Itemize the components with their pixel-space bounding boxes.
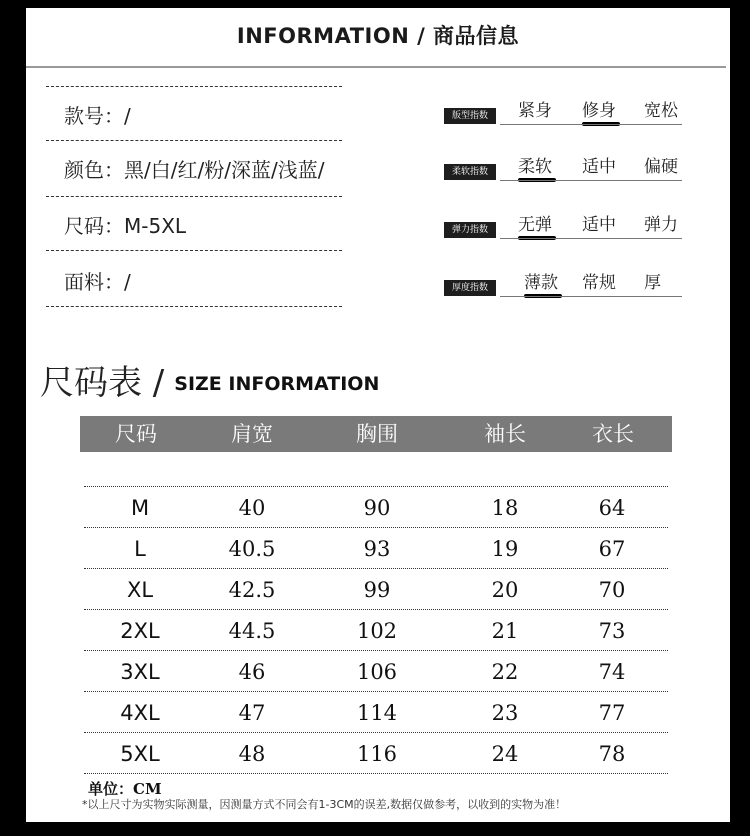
table-header-cell: 衣长 xyxy=(592,422,634,446)
info-style-number: 款号：/ xyxy=(64,104,131,128)
measurement-cell: 73 xyxy=(598,619,626,643)
measurement-cell: 93 xyxy=(363,537,391,561)
info-divider xyxy=(46,140,342,141)
measurement-cell: 46 xyxy=(238,660,266,684)
size-chart-title-en: SIZE INFORMATION xyxy=(174,373,380,395)
measurement-cell: 20 xyxy=(491,578,519,602)
index-underline xyxy=(500,124,682,125)
measurement-cell: 99 xyxy=(363,578,391,602)
measurement-cell: 47 xyxy=(238,701,266,725)
info-divider xyxy=(46,196,342,197)
row-divider xyxy=(84,691,668,692)
index-option: 薄款 xyxy=(524,273,558,293)
size-cell: L xyxy=(134,537,146,561)
measurement-cell: 78 xyxy=(598,742,626,766)
header-divider xyxy=(26,66,726,68)
row-divider xyxy=(84,568,668,569)
measurement-cell: 44.5 xyxy=(228,619,276,643)
measurement-cell: 90 xyxy=(363,496,391,520)
left-border xyxy=(0,0,26,836)
row-divider xyxy=(84,527,668,528)
index-option: 偏硬 xyxy=(644,157,678,177)
info-colors: 颜色：黑/白/红/粉/深蓝/浅蓝/ xyxy=(64,158,325,182)
info-fabric: 面料：/ xyxy=(64,270,131,294)
index-label: 弹力指数 xyxy=(444,222,496,238)
index-underline xyxy=(500,296,682,297)
measurement-cell: 48 xyxy=(238,742,266,766)
index-option: 弹力 xyxy=(644,215,678,235)
row-divider xyxy=(84,773,668,774)
size-chart-title xyxy=(40,355,379,404)
row-divider xyxy=(84,732,668,733)
row-divider xyxy=(84,609,668,610)
measurement-cell: 42.5 xyxy=(228,578,276,602)
row-divider xyxy=(84,486,668,487)
measurement-cell: 23 xyxy=(491,701,519,725)
info-divider xyxy=(46,306,342,307)
index-option: 修身 xyxy=(582,101,616,121)
measurement-cell: 67 xyxy=(598,537,626,561)
measurement-cell: 24 xyxy=(491,742,519,766)
size-table-header xyxy=(80,416,672,452)
measurement-cell: 114 xyxy=(356,701,398,725)
size-cell: 4XL xyxy=(120,701,160,725)
index-option: 柔软 xyxy=(518,157,552,177)
unit-label: 单位：CM xyxy=(88,780,162,798)
measurement-cell: 106 xyxy=(356,660,398,684)
info-divider xyxy=(46,86,342,87)
measurement-cell: 116 xyxy=(356,742,398,766)
table-header-cell: 尺码 xyxy=(115,422,157,446)
measurement-cell: 77 xyxy=(598,701,626,725)
index-label: 版型指数 xyxy=(444,108,496,124)
info-divider xyxy=(46,250,342,251)
index-option: 适中 xyxy=(582,157,616,177)
right-border xyxy=(730,0,750,836)
index-label: 厚度指数 xyxy=(444,280,496,296)
size-cell: XL xyxy=(126,578,154,602)
measurement-cell: 21 xyxy=(491,619,519,643)
measurement-cell: 22 xyxy=(491,660,519,684)
size-chart-title-zh: 尺码表 / xyxy=(40,363,165,403)
measurement-cell: 102 xyxy=(356,619,398,643)
table-header-cell: 袖长 xyxy=(484,422,526,446)
table-header-cell: 肩宽 xyxy=(231,422,273,446)
measurement-cell: 40 xyxy=(238,496,266,520)
index-option: 紧身 xyxy=(518,101,552,121)
measurement-cell: 40.5 xyxy=(228,537,276,561)
measurement-note: *以上尺寸为实物实际测量，因测量方式不同会有1-3CM的误差,数据仅做参考，以收到的实物为准！ xyxy=(82,798,567,811)
table-header-cell: 胸围 xyxy=(356,422,398,446)
row-divider xyxy=(84,650,668,651)
size-cell: 2XL xyxy=(120,619,160,643)
size-cell: 5XL xyxy=(120,742,160,766)
index-option: 厚 xyxy=(644,273,661,293)
info-sizes: 尺码：M-5XL xyxy=(64,214,187,238)
measurement-cell: 18 xyxy=(491,496,519,520)
size-cell: M xyxy=(130,496,150,520)
index-option: 无弹 xyxy=(518,215,552,235)
measurement-cell: 64 xyxy=(598,496,626,520)
index-option: 宽松 xyxy=(644,101,678,121)
index-underline xyxy=(500,238,682,239)
index-option: 适中 xyxy=(582,215,616,235)
index-underline xyxy=(500,180,682,181)
index-label: 柔软指数 xyxy=(444,164,496,180)
top-border xyxy=(0,0,750,8)
page-title: INFORMATION / 商品信息 xyxy=(236,24,520,48)
measurement-cell: 74 xyxy=(598,660,626,684)
measurement-cell: 70 xyxy=(598,578,626,602)
index-option: 常规 xyxy=(582,273,616,293)
size-cell: 3XL xyxy=(120,660,160,684)
measurement-cell: 19 xyxy=(491,537,519,561)
bottom-border xyxy=(0,822,750,836)
